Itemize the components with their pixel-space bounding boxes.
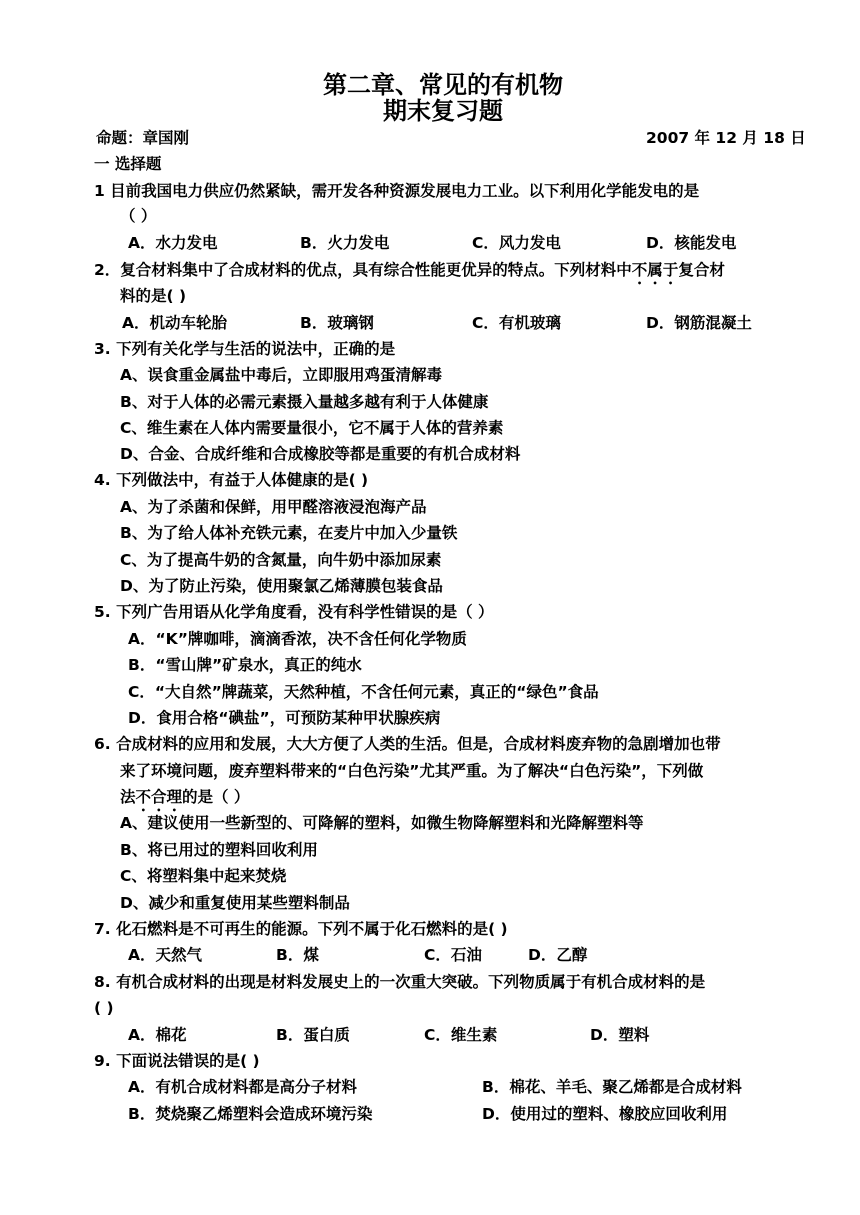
question-6-text: 6. 合成材料的应用和发展，大大方便了人类的生活。但是，合成材料废弃物的急剧增加也带 (94, 735, 721, 753)
question-2-text: 2．复合材料集中了合成材料的优点，具有综合性能更优异的特点。下列材料中不属于复合材 (94, 261, 725, 279)
author-label: 命题：章国刚 (96, 129, 190, 147)
question-2-option-d: D．钢筋混凝土 (646, 314, 752, 332)
question-3-text: 3. 下列有关化学与生活的说法中，正确的是 (94, 340, 396, 358)
question-3-option-c: C、维生素在人体内需要量很小，它不属于人体的营养素 (120, 419, 504, 437)
question-9-option-b: B．棉花、羊毛、聚乙烯都是合成材料 (482, 1078, 742, 1096)
question-9-option-a: A．有机合成材料都是高分子材料 (128, 1078, 357, 1096)
question-4-option-c: C、为了提高牛奶的含氮量，向牛奶中添加尿素 (120, 551, 442, 569)
emphasis-not-belong: 不属于 (631, 261, 679, 279)
question-8-blank: ( ) (94, 999, 114, 1017)
question-2-option-a: A．机动车轮胎 (122, 314, 227, 332)
question-8-option-d: D．塑料 (590, 1026, 650, 1044)
page-title: 第二章、常见的有机物 (323, 71, 563, 99)
question-8-option-b: B．蛋白质 (276, 1026, 350, 1044)
date-label: 2007 年 12 月 18 日 (646, 129, 806, 147)
question-4-option-a: A、为了杀菌和保鲜，用甲醛溶液浸泡海产品 (120, 498, 427, 516)
question-3-option-a: A、误食重金属盐中毒后，立即服用鸡蛋清解毒 (120, 366, 442, 384)
question-1-text: 1 目前我国电力供应仍然紧缺，需开发各种资源发展电力工业。以下利用化学能发电的是 (94, 182, 700, 200)
question-6-text-cont: 来了环境问题，废弃塑料带来的“白色污染”尤其严重。为了解决“白色污染”，下列做 (120, 762, 704, 780)
question-6-option-d: D、减少和重复使用某些塑料制品 (120, 894, 350, 912)
emphasis-unreasonable: 不合理 (135, 788, 183, 806)
question-7-option-d: D．乙醇 (528, 946, 588, 964)
question-2-text-cont: 料的是( ) (120, 287, 187, 305)
question-5-option-a: A．“K”牌咖啡，滴滴香浓，决不含任何化学物质 (128, 630, 467, 648)
question-9-option-d: D．使用过的塑料、橡胶应回收利用 (482, 1105, 728, 1123)
question-3-option-d: D、合金、合成纤维和合成橡胶等都是重要的有机合成材料 (120, 445, 521, 463)
question-6-option-b: B、将已用过的塑料回收利用 (120, 841, 318, 859)
section-heading: 一 选择题 (94, 155, 162, 173)
question-9-option-c: B．焚烧聚乙烯塑料会造成环境污染 (128, 1105, 373, 1123)
question-5-option-c: C．“大自然”牌蔬菜，天然种植，不含任何元素，真正的“绿色”食品 (128, 683, 599, 701)
question-6-option-c: C、将塑料集中起来焚烧 (120, 867, 287, 885)
question-1-option-b: B．火力发电 (300, 234, 390, 252)
question-1-blank: （ ） (120, 207, 157, 225)
question-7-option-c: C．石油 (424, 946, 482, 964)
question-5-option-d: D．食用合格“碘盐”，可预防某种甲状腺疾病 (128, 709, 441, 727)
question-4-option-d: D、为了防止污染，使用聚氯乙烯薄膜包装食品 (120, 577, 443, 595)
question-4-option-b: B、为了给人体补充铁元素，在麦片中加入少量铁 (120, 524, 458, 542)
question-7-text: 7. 化石燃料是不可再生的能源。下列不属于化石燃料的是( ) (94, 920, 508, 938)
question-3-option-b: B、对于人体的必需元素摄入量越多越有利于人体健康 (120, 393, 489, 411)
question-2-option-c: C．有机玻璃 (472, 314, 561, 332)
question-5-option-b: B．“雪山牌”矿泉水，真正的纯水 (128, 656, 362, 674)
question-5-text: 5. 下列广告用语从化学角度看，没有科学性错误的是（ ） (94, 603, 494, 621)
question-8-text: 8. 有机合成材料的出现是材料发展史上的一次重大突破。下列物质属于有机合成材料的是 (94, 973, 706, 991)
question-8-option-c: C．维生素 (424, 1026, 498, 1044)
question-7-option-a: A．天然气 (128, 946, 202, 964)
question-7-option-b: B．煤 (276, 946, 319, 964)
question-4-text: 4. 下列做法中，有益于人体健康的是( ) (94, 471, 369, 489)
question-2-option-b: B．玻璃钢 (300, 314, 374, 332)
page-subtitle: 期末复习题 (383, 97, 503, 125)
question-1-option-d: D．核能发电 (646, 234, 737, 252)
question-1-option-a: A．水力发电 (128, 234, 218, 252)
question-1-option-c: C．风力发电 (472, 234, 561, 252)
question-6-option-a: A、建议使用一些新型的、可降解的塑料，如微生物降解塑料和光降解塑料等 (120, 814, 644, 832)
question-8-option-a: A．棉花 (128, 1026, 187, 1044)
question-6-text-cont2: 法不合理的是（ ） (120, 788, 250, 806)
question-9-text: 9. 下面说法错误的是( ) (94, 1052, 260, 1070)
